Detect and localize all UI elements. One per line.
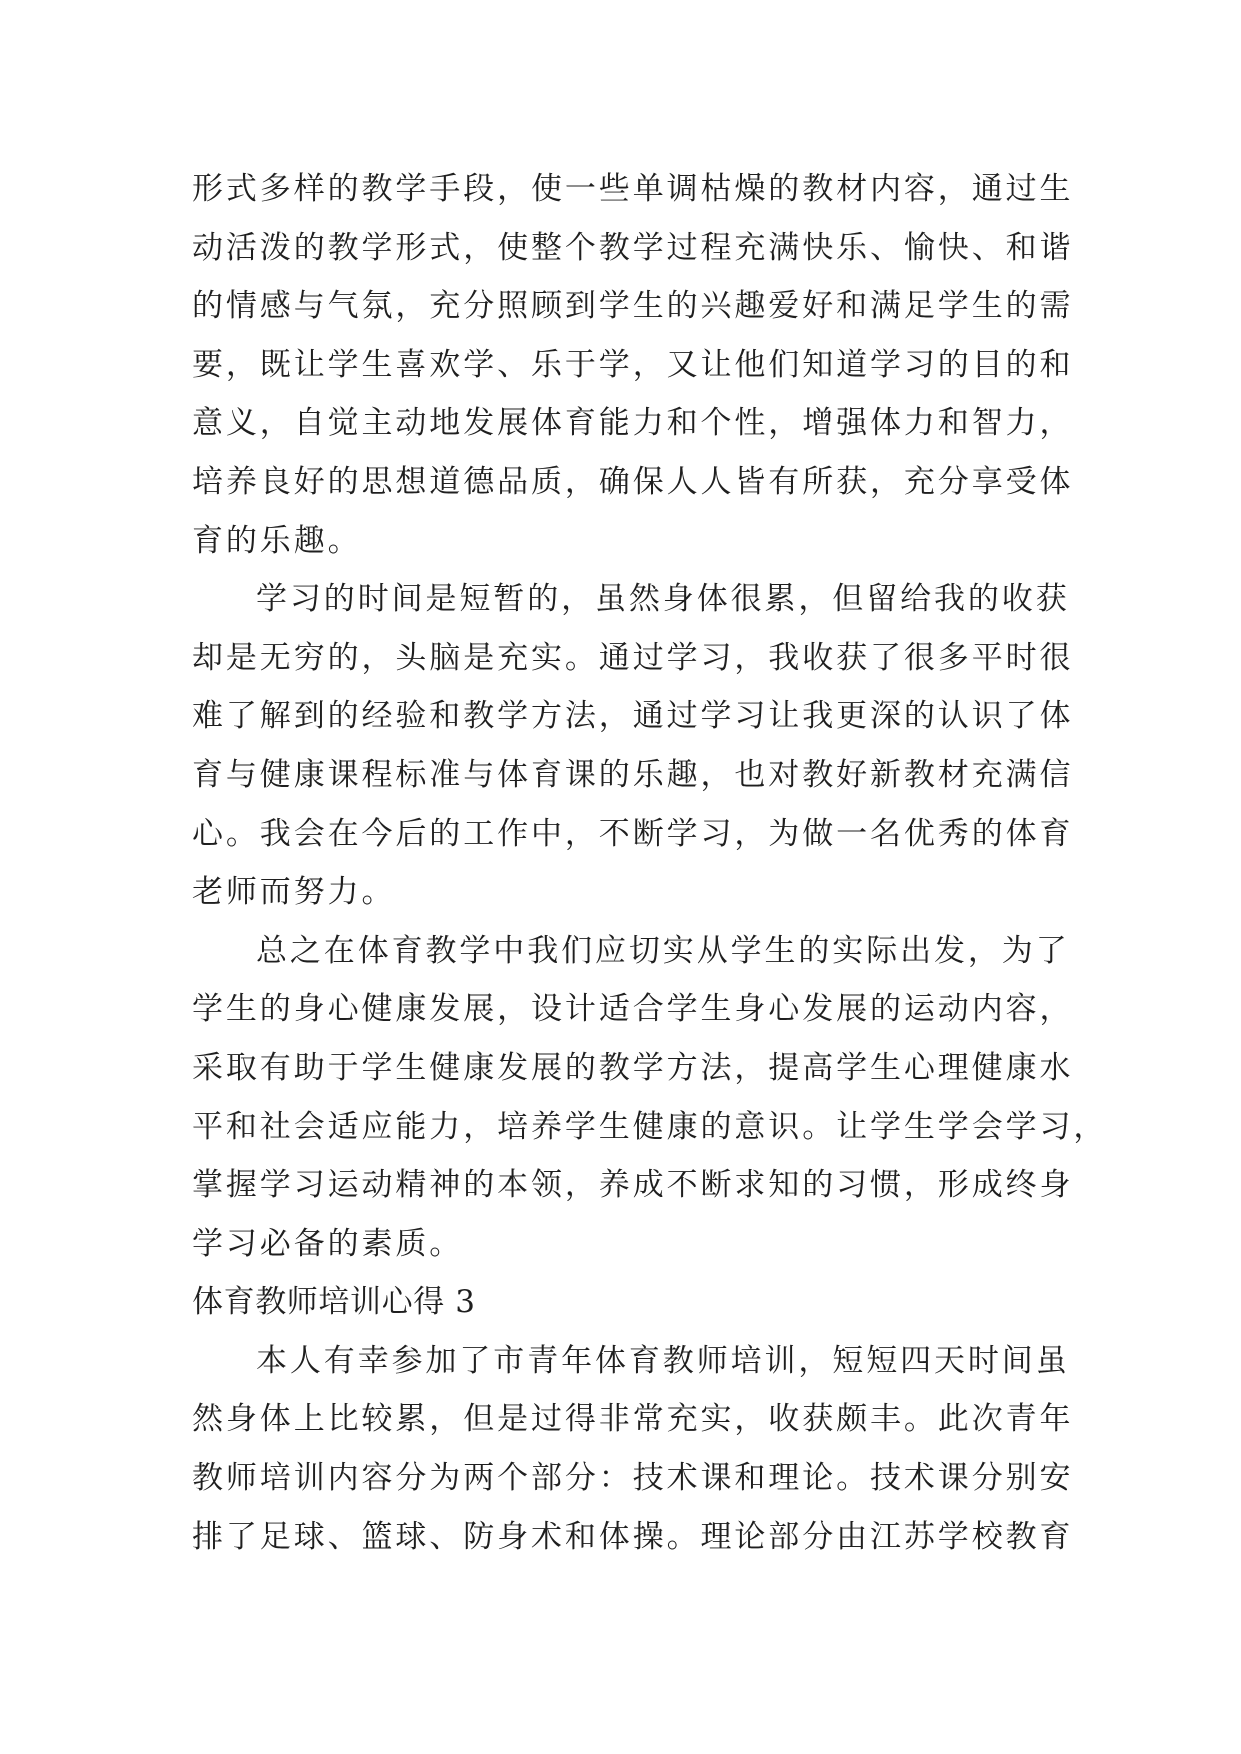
text-line: 育与健康课程标准与体育课的乐趣，也对教好新教材充满信	[192, 756, 1074, 793]
text-line: 形式多样的教学手段，使一些单调枯燥的教材内容，通过生	[192, 171, 1074, 207]
text-line: 却是无穷的，头脑是充实。通过学习，我收获了很多平时很	[192, 639, 1074, 676]
text-line: 本人有幸参加了市青年体育教师培训，短短四天时间虽	[256, 1342, 1070, 1379]
text-line: 总之在体育教学中我们应切实从学生的实际出发，为了	[256, 932, 1070, 969]
text-line: 学生的身心健康发展，设计适合学生身心发展的运动内容，	[192, 991, 1074, 1028]
section-heading: 体育教师培训心得 3	[192, 1284, 476, 1321]
text-line: 学习必备的素质。	[192, 1225, 464, 1262]
text-line: 采取有助于学生健康发展的教学方法，提高学生心理健康水	[192, 1049, 1074, 1086]
text-line: 心。我会在今后的工作中，不断学习，为做一名优秀的体育	[192, 815, 1074, 852]
text-line: 排了足球、篮球、防身术和体操。理论部分由江苏学校教育	[192, 1518, 1074, 1555]
paragraph	[192, 922, 1108, 1274]
text-line: 难了解到的经验和教学方法，通过学习让我更深的认识了体	[192, 698, 1074, 735]
text-line: 然身体上比较累，但是过得非常充实，收获颇丰。此次青年	[192, 1401, 1074, 1438]
paragraph	[192, 160, 1074, 570]
text-line: 掌握学习运动精神的本领，养成不断求知的习惯，形成终身	[192, 1167, 1074, 1204]
text-line: 学习的时间是短暂的，虽然身体很累，但留给我的收获	[256, 581, 1070, 618]
text-line: 要，既让学生喜欢学、乐于学，又让他们知道学习的目的和	[192, 346, 1074, 383]
text-line: 教师培训内容分为两个部分：技术课和理论。技术课分别安	[192, 1460, 1074, 1497]
text-line: 育的乐趣。	[192, 522, 362, 559]
text-line: 平和社会适应能力，培养学生健康的意识。让学生学会学习，	[192, 1108, 1108, 1145]
text-line: 意义，自觉主动地发展体育能力和个性，增强体力和智力，	[192, 405, 1074, 442]
text-line: 动活泼的教学形式，使整个教学过程充满快乐、愉快、和谐	[192, 229, 1074, 266]
document-body	[192, 160, 1108, 1566]
paragraph	[192, 1332, 1074, 1566]
text-line: 的情感与气氛，充分照顾到学生的兴趣爱好和满足学生的需	[192, 288, 1074, 325]
text-line: 培养良好的思想道德品质，确保人人皆有所获，充分享受体	[192, 463, 1074, 500]
text-line: 老师而努力。	[192, 874, 396, 911]
paragraph	[192, 570, 1074, 922]
